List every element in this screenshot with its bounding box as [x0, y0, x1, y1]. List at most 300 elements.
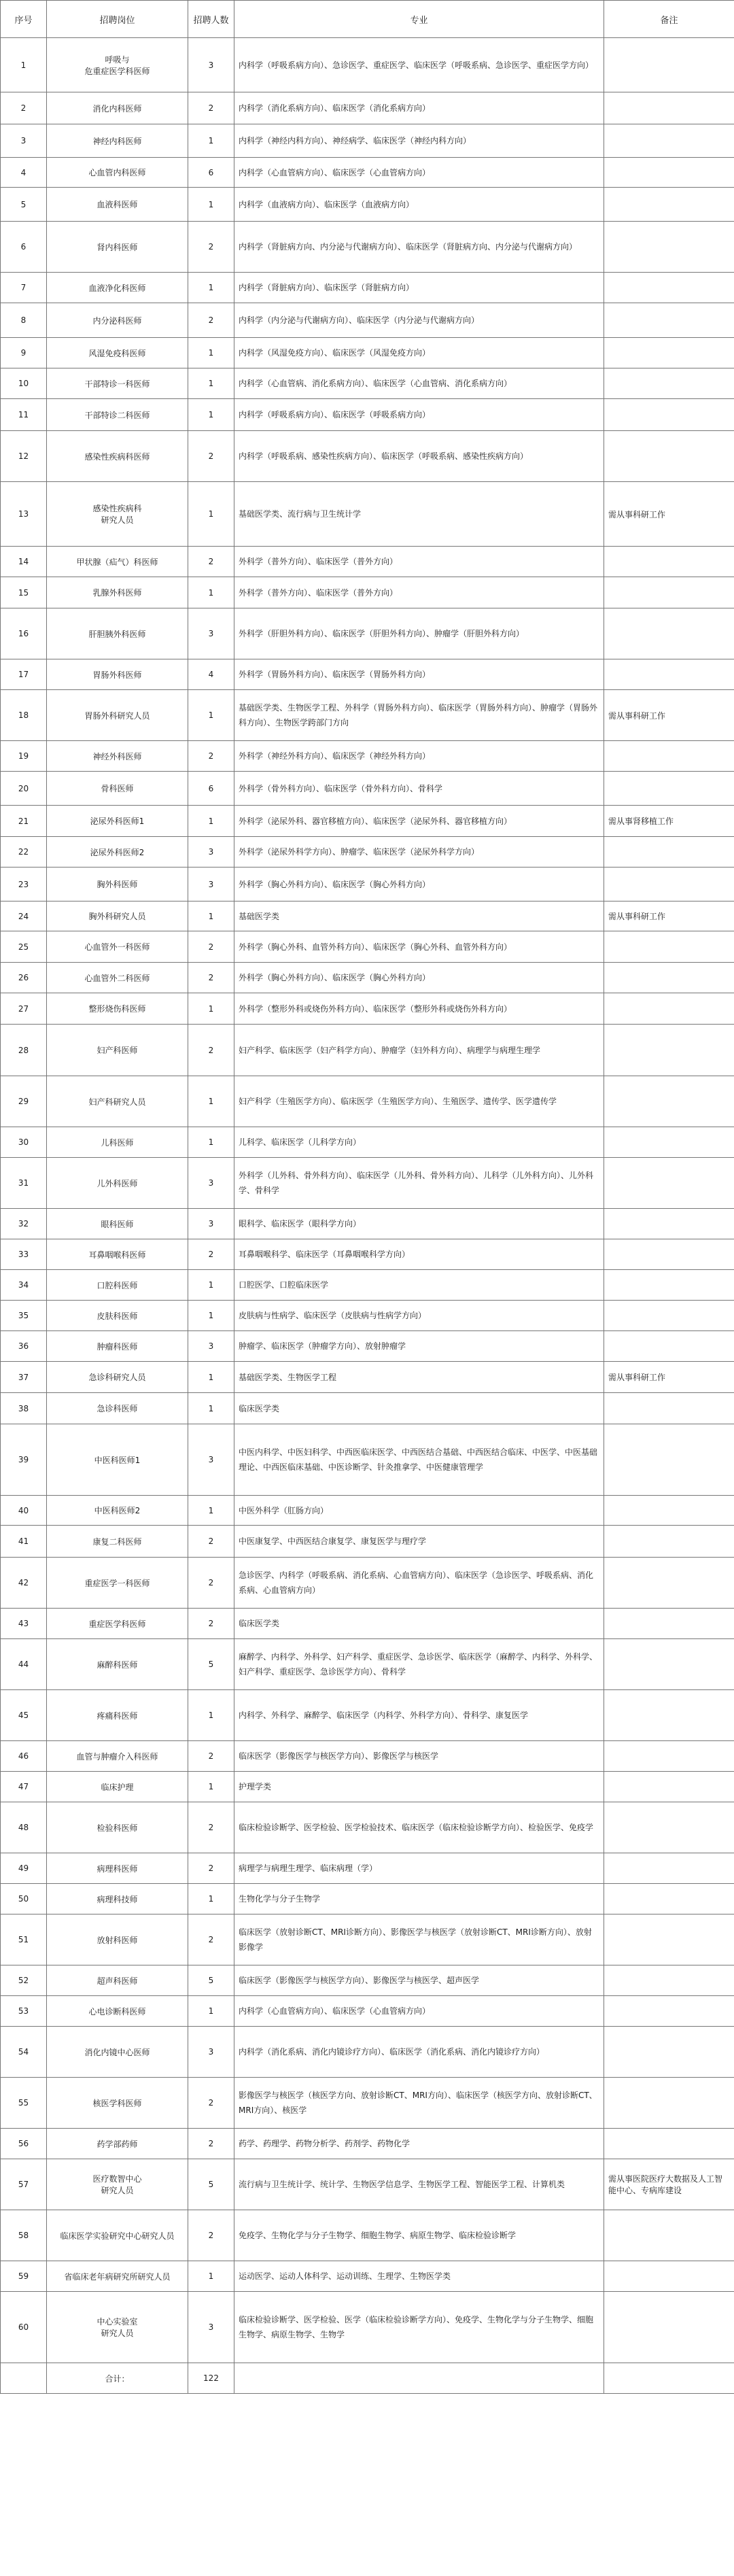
- row-no: 8: [1, 303, 47, 338]
- row-no: 38: [1, 1393, 47, 1424]
- row-note: [604, 659, 734, 690]
- table-row: [1, 1558, 734, 1609]
- row-position: 整形烧伤科医师: [47, 993, 188, 1025]
- row-count: 2: [188, 1558, 234, 1609]
- row-no: 27: [1, 993, 47, 1025]
- table-row: [1, 772, 734, 806]
- row-position: 妇产科研究人员: [47, 1076, 188, 1127]
- row-count: 1: [188, 1496, 234, 1526]
- row-no: 52: [1, 1965, 47, 1996]
- row-position: 干部特诊一科医师: [47, 368, 188, 399]
- row-major: 口腔医学、口腔临床医学: [234, 1270, 604, 1301]
- total-count: 122: [188, 2363, 234, 2394]
- table-row: [1, 92, 734, 124]
- row-count: 3: [188, 608, 234, 659]
- row-no: 36: [1, 1331, 47, 1362]
- row-major: 临床检验诊断学、医学检验、医学检验技术、临床医学（临床检验诊断学方向）、检验医学、免疫学: [234, 1802, 604, 1853]
- row-note: [604, 2027, 734, 2078]
- row-note: [604, 2261, 734, 2292]
- row-note: [604, 2078, 734, 2129]
- row-position: 重症医学一科医师: [47, 1558, 188, 1609]
- table-row: [1, 993, 734, 1025]
- row-position: 核医学科医师: [47, 2078, 188, 2129]
- row-no: 1: [1, 38, 47, 92]
- row-no: 23: [1, 868, 47, 901]
- row-note: [604, 1558, 734, 1609]
- row-no: 21: [1, 806, 47, 837]
- table-row: [1, 1690, 734, 1741]
- table-row: [1, 2078, 734, 2129]
- row-no: 40: [1, 1496, 47, 1526]
- row-no: 5: [1, 188, 47, 222]
- row-note: [604, 1301, 734, 1331]
- row-major: 外科学（儿外科、骨外科方向）、临床医学（儿外科、骨外科方向）、儿科学（儿外科方向）、儿外科学、骨科学: [234, 1158, 604, 1209]
- row-major: 外科学（普外方向）、临床医学（普外方向）: [234, 547, 604, 577]
- row-major: 皮肤病与性病学、临床医学（皮肤病与性病学方向）: [234, 1301, 604, 1331]
- row-major: 内科学（风湿免疫方向）、临床医学（风湿免疫方向）: [234, 338, 604, 368]
- row-no: 33: [1, 1239, 47, 1270]
- row-note: 需从事科研工作: [604, 901, 734, 931]
- row-count: 2: [188, 2210, 234, 2261]
- row-major: 妇产科学、临床医学（妇产科学方向）、肿瘤学（妇外科方向）、病理学与病理生理学: [234, 1025, 604, 1076]
- table-row: [1, 482, 734, 547]
- row-major: 内科学（消化系病、消化内镜诊疗方向）、临床医学（消化系病、消化内镜诊疗方向）: [234, 2027, 604, 2078]
- row-major: 内科学（内分泌与代谢病方向）、临床医学（内分泌与代谢病方向）: [234, 303, 604, 338]
- row-position: 胃肠外科医师: [47, 659, 188, 690]
- row-major: 药学、药理学、药物分析学、药剂学、药物化学: [234, 2129, 604, 2159]
- row-no: 14: [1, 547, 47, 577]
- row-note: 需从事科研工作: [604, 690, 734, 741]
- row-count: 2: [188, 931, 234, 963]
- row-count: 5: [188, 1639, 234, 1690]
- row-major: 中医康复学、中西医结合康复学、康复医学与理疗学: [234, 1526, 604, 1558]
- row-position: 重症医学科医师: [47, 1609, 188, 1639]
- row-no: 28: [1, 1025, 47, 1076]
- row-note: [604, 772, 734, 806]
- row-note: [604, 608, 734, 659]
- row-no: 57: [1, 2159, 47, 2210]
- row-no: 51: [1, 1914, 47, 1965]
- table-row: [1, 577, 734, 608]
- row-count: 1: [188, 338, 234, 368]
- row-note: [604, 1996, 734, 2027]
- row-note: [604, 1884, 734, 1914]
- table-row: [1, 1639, 734, 1690]
- row-no: 49: [1, 1853, 47, 1884]
- row-count: 1: [188, 1690, 234, 1741]
- row-major: 麻醉学、内科学、外科学、妇产科学、重症医学、急诊医学、临床医学（麻醉学、内科学、外科学、妇产科学、重症医学、急诊医学方向）、骨科学: [234, 1639, 604, 1690]
- row-count: 1: [188, 273, 234, 303]
- row-position: 中心实验室 研究人员: [47, 2292, 188, 2363]
- header-count: 招聘人数: [188, 1, 234, 38]
- row-count: 2: [188, 303, 234, 338]
- row-major: 外科学（肝胆外科方向）、临床医学（肝胆外科方向）、肿瘤学（肝胆外科方向）: [234, 608, 604, 659]
- row-position: 泌尿外科医师2: [47, 837, 188, 868]
- row-major: 外科学（泌尿外科学方向）、肿瘤学、临床医学（泌尿外科学方向）: [234, 837, 604, 868]
- row-no: 11: [1, 399, 47, 431]
- row-major: 临床医学（影像医学与核医学方向）、影像医学与核医学: [234, 1741, 604, 1772]
- row-no: 15: [1, 577, 47, 608]
- row-no: 10: [1, 368, 47, 399]
- table-row: [1, 963, 734, 993]
- row-position: 肿瘤科医师: [47, 1331, 188, 1362]
- row-count: 2: [188, 547, 234, 577]
- table-row: [1, 222, 734, 273]
- row-position: 消化内镜中心医师: [47, 2027, 188, 2078]
- row-count: 1: [188, 1772, 234, 1802]
- row-note: [604, 741, 734, 772]
- row-no: 16: [1, 608, 47, 659]
- row-count: 1: [188, 1362, 234, 1393]
- row-count: 1: [188, 993, 234, 1025]
- row-position: 内分泌科医师: [47, 303, 188, 338]
- row-no: 56: [1, 2129, 47, 2159]
- row-note: [604, 188, 734, 222]
- row-no: 26: [1, 963, 47, 993]
- row-count: 2: [188, 1853, 234, 1884]
- table-row: [1, 1025, 734, 1076]
- row-major: 内科学、外科学、麻醉学、临床医学（内科学、外科学方向）、骨科学、康复医学: [234, 1690, 604, 1741]
- row-major: 内科学（心血管病方向）、临床医学（心血管病方向）: [234, 1996, 604, 2027]
- row-major: 内科学（呼吸系病、感染性疾病方向）、临床医学（呼吸系病、感染性疾病方向）: [234, 431, 604, 482]
- row-position: 感染性疾病科 研究人员: [47, 482, 188, 547]
- row-no: 13: [1, 482, 47, 547]
- row-position: 血液科医师: [47, 188, 188, 222]
- row-position: 神经外科医师: [47, 741, 188, 772]
- row-no: 29: [1, 1076, 47, 1127]
- row-major: 外科学（神经外科方向）、临床医学（神经外科方向）: [234, 741, 604, 772]
- row-count: 1: [188, 1996, 234, 2027]
- row-major: 内科学（呼吸系病方向）、临床医学（呼吸系病方向）: [234, 399, 604, 431]
- row-note: [604, 2210, 734, 2261]
- row-no: 32: [1, 1209, 47, 1239]
- row-no: 35: [1, 1301, 47, 1331]
- row-count: 1: [188, 1393, 234, 1424]
- row-note: [604, 837, 734, 868]
- row-no: 2: [1, 92, 47, 124]
- row-position: 医疗数智中心 研究人员: [47, 2159, 188, 2210]
- row-note: [604, 1639, 734, 1690]
- row-major: 内科学（心血管病、消化系病方向）、临床医学（心血管病、消化系病方向）: [234, 368, 604, 399]
- row-note: [604, 1270, 734, 1301]
- row-note: [604, 273, 734, 303]
- row-position: 病理科技师: [47, 1884, 188, 1914]
- row-position: 儿外科医师: [47, 1158, 188, 1209]
- row-major: 急诊医学、内科学（呼吸系病、消化系病、心血管病方向）、临床医学（急诊医学、呼吸系病、消化系病、心血管病方向）: [234, 1558, 604, 1609]
- row-note: 需从事科研工作: [604, 1362, 734, 1393]
- row-count: 5: [188, 1965, 234, 1996]
- row-no: 19: [1, 741, 47, 772]
- row-count: 1: [188, 482, 234, 547]
- row-major: 影像医学与核医学（核医学方向、放射诊断CT、MRI方向）、临床医学（核医学方向、放射诊断CT、MRI方向）、核医学: [234, 2078, 604, 2129]
- row-note: [604, 1424, 734, 1496]
- row-major: 内科学（肾脏病方向）、临床医学（肾脏病方向）: [234, 273, 604, 303]
- row-no: 47: [1, 1772, 47, 1802]
- row-note: [604, 1239, 734, 1270]
- table-row: [1, 1424, 734, 1496]
- row-position: 消化内科医师: [47, 92, 188, 124]
- row-count: 1: [188, 1076, 234, 1127]
- table-row: [1, 303, 734, 338]
- table-row: [1, 1158, 734, 1209]
- row-major: 基础医学类、生物医学工程、外科学（胃肠外科方向）、临床医学（胃肠外科方向）、肿瘤学（胃肠外科方向）、生物医学跨部门方向: [234, 690, 604, 741]
- row-count: 3: [188, 1331, 234, 1362]
- row-position: 儿科医师: [47, 1127, 188, 1158]
- row-position: 临床医学实验研究中心研究人员: [47, 2210, 188, 2261]
- row-position: 肝胆胰外科医师: [47, 608, 188, 659]
- table-row: [1, 2292, 734, 2363]
- row-count: 2: [188, 222, 234, 273]
- row-position: 肾内科医师: [47, 222, 188, 273]
- row-count: 1: [188, 368, 234, 399]
- row-note: [604, 1609, 734, 1639]
- row-count: 3: [188, 1158, 234, 1209]
- row-count: 1: [188, 690, 234, 741]
- row-position: 康复二科医师: [47, 1526, 188, 1558]
- table-row: [1, 1076, 734, 1127]
- row-no: 7: [1, 273, 47, 303]
- table-row: [1, 2210, 734, 2261]
- row-count: 2: [188, 1741, 234, 1772]
- row-major: 生物化学与分子生物学: [234, 1884, 604, 1914]
- row-major: 内科学（心血管病方向）、临床医学（心血管病方向）: [234, 158, 604, 188]
- row-position: 血管与肿瘤介入科医师: [47, 1741, 188, 1772]
- row-major: 耳鼻咽喉科学、临床医学（耳鼻咽喉科学方向）: [234, 1239, 604, 1270]
- row-position: 泌尿外科医师1: [47, 806, 188, 837]
- row-no: 42: [1, 1558, 47, 1609]
- row-no: 48: [1, 1802, 47, 1853]
- table-row: [1, 1884, 734, 1914]
- table-row: [1, 158, 734, 188]
- row-no: 53: [1, 1996, 47, 2027]
- row-note: [604, 1393, 734, 1424]
- row-count: 5: [188, 2159, 234, 2210]
- row-count: 1: [188, 1301, 234, 1331]
- row-major: 外科学（胃肠外科方向）、临床医学（胃肠外科方向）: [234, 659, 604, 690]
- table-row: [1, 1772, 734, 1802]
- row-position: 疼痛科医师: [47, 1690, 188, 1741]
- row-note: [604, 338, 734, 368]
- row-no: 18: [1, 690, 47, 741]
- table-row: [1, 1741, 734, 1772]
- row-position: 急诊科医师: [47, 1393, 188, 1424]
- table-row: [1, 931, 734, 963]
- row-position: 乳腺外科医师: [47, 577, 188, 608]
- table-row: [1, 273, 734, 303]
- row-count: 3: [188, 2027, 234, 2078]
- row-count: 2: [188, 1025, 234, 1076]
- header-note: 备注: [604, 1, 734, 38]
- row-no: 22: [1, 837, 47, 868]
- row-note: [604, 931, 734, 963]
- row-position: 干部特诊二科医师: [47, 399, 188, 431]
- row-no: 60: [1, 2292, 47, 2363]
- row-count: 1: [188, 1270, 234, 1301]
- row-note: [604, 547, 734, 577]
- row-count: 2: [188, 1914, 234, 1965]
- row-note: [604, 1127, 734, 1158]
- row-position: 呼吸与 危重症医学科医师: [47, 38, 188, 92]
- row-major: 护理学类: [234, 1772, 604, 1802]
- row-position: 耳鼻咽喉科医师: [47, 1239, 188, 1270]
- row-position: 检验科医师: [47, 1802, 188, 1853]
- row-count: 1: [188, 124, 234, 158]
- row-major: 眼科学、临床医学（眼科学方向）: [234, 1209, 604, 1239]
- row-position: 眼科医师: [47, 1209, 188, 1239]
- row-count: 1: [188, 577, 234, 608]
- table-row: [1, 1331, 734, 1362]
- row-major: 运动医学、运动人体科学、运动训练、生理学、生物医学类: [234, 2261, 604, 2292]
- row-no: 55: [1, 2078, 47, 2129]
- row-position: 口腔科医师: [47, 1270, 188, 1301]
- row-count: 1: [188, 806, 234, 837]
- row-note: [604, 431, 734, 482]
- row-note: [604, 577, 734, 608]
- row-no: 58: [1, 2210, 47, 2261]
- row-no: 3: [1, 124, 47, 158]
- row-count: 1: [188, 188, 234, 222]
- row-note: [604, 1802, 734, 1853]
- table-row: [1, 1127, 734, 1158]
- row-position: 急诊科研究人员: [47, 1362, 188, 1393]
- row-major: 基础医学类、流行病与卫生统计学: [234, 482, 604, 547]
- row-position: 心血管外二科医师: [47, 963, 188, 993]
- table-row: [1, 1526, 734, 1558]
- row-no: 12: [1, 431, 47, 482]
- row-position: 病理科医师: [47, 1853, 188, 1884]
- row-note: [604, 1965, 734, 1996]
- row-major: 中医外科学（肛肠方向）: [234, 1496, 604, 1526]
- row-no: 50: [1, 1884, 47, 1914]
- row-major: 肿瘤学、临床医学（肿瘤学方向）、放射肿瘤学: [234, 1331, 604, 1362]
- row-position: 胸外科研究人员: [47, 901, 188, 931]
- row-note: [604, 1853, 734, 1884]
- row-note: [604, 1209, 734, 1239]
- row-count: 3: [188, 1424, 234, 1496]
- table-row: [1, 1393, 734, 1424]
- row-no: 39: [1, 1424, 47, 1496]
- row-major: 外科学（胸心外科方向）、临床医学（胸心外科方向）: [234, 963, 604, 993]
- row-count: 6: [188, 772, 234, 806]
- row-major: 临床医学（放射诊断CT、MRI诊断方向）、影像医学与核医学（放射诊断CT、MRI诊断方向）、放射影像学: [234, 1914, 604, 1965]
- row-count: 2: [188, 1609, 234, 1639]
- row-count: 3: [188, 38, 234, 92]
- row-no: 24: [1, 901, 47, 931]
- row-position: 神经内科医师: [47, 124, 188, 158]
- row-position: 麻醉科医师: [47, 1639, 188, 1690]
- row-position: 省临床老年病研究所研究人员: [47, 2261, 188, 2292]
- row-position: 血液净化科医师: [47, 273, 188, 303]
- table-row: [1, 2027, 734, 2078]
- header-position: 招聘岗位: [47, 1, 188, 38]
- row-note: [604, 158, 734, 188]
- row-note: 需从事肾移植工作: [604, 806, 734, 837]
- row-major: 基础医学类、生物医学工程: [234, 1362, 604, 1393]
- row-major: 基础医学类: [234, 901, 604, 931]
- table-row: [1, 1301, 734, 1331]
- row-major: 内科学（呼吸系病方向）、急诊医学、重症医学、临床医学（呼吸系病、急诊医学、重症医学方向）: [234, 38, 604, 92]
- row-major: 病理学与病理生理学、临床病理（学）: [234, 1853, 604, 1884]
- row-note: [604, 1914, 734, 1965]
- row-position: 皮肤科医师: [47, 1301, 188, 1331]
- row-major: 临床医学类: [234, 1609, 604, 1639]
- row-position: 中医科医师2: [47, 1496, 188, 1526]
- row-major: 外科学（泌尿外科、器官移植方向）、临床医学（泌尿外科、器官移植方向）: [234, 806, 604, 837]
- row-no: 6: [1, 222, 47, 273]
- row-count: 2: [188, 2129, 234, 2159]
- row-note: [604, 1025, 734, 1076]
- table-row: [1, 901, 734, 931]
- table-row: [1, 2129, 734, 2159]
- row-major: 内科学（肾脏病方向、内分泌与代谢病方向）、临床医学（肾脏病方向、内分泌与代谢病方向）: [234, 222, 604, 273]
- row-note: 需从事科研工作: [604, 482, 734, 547]
- row-no: 17: [1, 659, 47, 690]
- row-position: 胸外科医师: [47, 868, 188, 901]
- row-major: 妇产科学（生殖医学方向）、临床医学（生殖医学方向）、生殖医学、遗传学、医学遗传学: [234, 1076, 604, 1127]
- table-row: [1, 38, 734, 92]
- row-note: [604, 1158, 734, 1209]
- row-count: 3: [188, 837, 234, 868]
- row-count: 2: [188, 2078, 234, 2129]
- row-no: 43: [1, 1609, 47, 1639]
- row-count: 3: [188, 2292, 234, 2363]
- row-major: 内科学（消化系病方向）、临床医学（消化系病方向）: [234, 92, 604, 124]
- table-row: [1, 1209, 734, 1239]
- row-count: 2: [188, 1802, 234, 1853]
- table-row: [1, 1965, 734, 1996]
- table-row: [1, 124, 734, 158]
- row-count: 2: [188, 1526, 234, 1558]
- table-row: [1, 1853, 734, 1884]
- row-no: 20: [1, 772, 47, 806]
- row-no: 59: [1, 2261, 47, 2292]
- row-no: 41: [1, 1526, 47, 1558]
- row-no: 44: [1, 1639, 47, 1690]
- row-note: [604, 1772, 734, 1802]
- table-row: [1, 2159, 734, 2210]
- total-label: 合计：: [47, 2363, 188, 2394]
- table-row: [1, 868, 734, 901]
- row-major: 外科学（整形外科或烧伤外科方向）、临床医学（整形外科或烧伤外科方向）: [234, 993, 604, 1025]
- row-major: 免疫学、生物化学与分子生物学、细胞生物学、病原生物学、临床检验诊断学: [234, 2210, 604, 2261]
- row-position: 妇产科医师: [47, 1025, 188, 1076]
- row-note: [604, 303, 734, 338]
- row-note: [604, 399, 734, 431]
- row-major: 临床医学类: [234, 1393, 604, 1424]
- table-row: [1, 368, 734, 399]
- row-note: [604, 2129, 734, 2159]
- table-row: [1, 1362, 734, 1393]
- table-row: [1, 608, 734, 659]
- row-count: 3: [188, 868, 234, 901]
- row-note: [604, 1076, 734, 1127]
- header-major: 专业: [234, 1, 604, 38]
- row-position: 风湿免疫科医师: [47, 338, 188, 368]
- row-note: [604, 1331, 734, 1362]
- row-count: 2: [188, 92, 234, 124]
- row-no: 9: [1, 338, 47, 368]
- row-no: 54: [1, 2027, 47, 2078]
- row-position: 临床护理: [47, 1772, 188, 1802]
- row-position: 感染性疾病科医师: [47, 431, 188, 482]
- table-row: [1, 1270, 734, 1301]
- table-row: [1, 1802, 734, 1853]
- row-position: 药学部药师: [47, 2129, 188, 2159]
- row-note: [604, 92, 734, 124]
- row-count: 1: [188, 1127, 234, 1158]
- row-major: 外科学（胸心外科、血管外科方向）、临床医学（胸心外科、血管外科方向）: [234, 931, 604, 963]
- table-row: [1, 1996, 734, 2027]
